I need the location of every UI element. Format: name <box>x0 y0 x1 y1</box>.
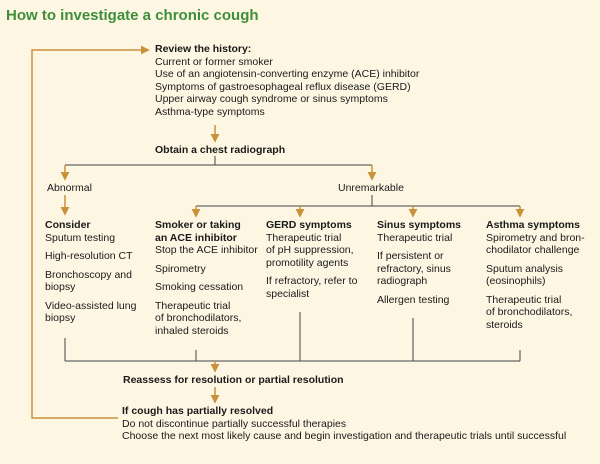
consider-item: biopsy <box>45 312 76 324</box>
consider-block <box>45 219 136 325</box>
asthma-block <box>486 219 585 331</box>
smoker-item: Stop the ACE inhibitor <box>155 244 258 256</box>
partial-item: Do not discontinue partially successful therapies <box>122 417 347 430</box>
gerd-item: Therapeutic trial <box>266 231 342 244</box>
radiograph-step: Obtain a chest radiograph <box>155 144 286 156</box>
partial-block <box>122 405 566 443</box>
partial-item: Choose the next most likely cause and begin investigation and therapeutic trials until successful <box>122 430 567 442</box>
history-block <box>155 43 419 118</box>
gerd-item: If refractory, refer to <box>266 275 358 287</box>
smoker-item: Smoking cessation <box>155 281 244 293</box>
asthma-item: steroids <box>486 318 523 331</box>
smoker-item: Therapeutic trial <box>155 299 231 312</box>
asthma-item: Therapeutic trial <box>486 293 562 306</box>
sinus-item: refractory, sinus <box>377 262 451 275</box>
asthma-item: Spirometry and bron- <box>486 231 585 244</box>
consider-item: Sputum testing <box>45 231 116 244</box>
gerd-item: of pH suppression, <box>266 244 354 256</box>
sinus-item: Therapeutic trial <box>377 231 453 244</box>
history-heading: Review the history: <box>155 43 252 55</box>
asthma-item: of bronchodilators, <box>486 306 573 318</box>
sinus-item: If persistent or <box>377 250 444 262</box>
history-item: Asthma-type symptoms <box>155 105 265 118</box>
asthma-item: Sputum analysis <box>486 262 564 275</box>
history-item: Upper airway cough syndrome or sinus symptoms <box>155 93 388 105</box>
asthma-item: (eosinophils) <box>486 275 546 287</box>
gerd-heading: GERD symptoms <box>266 219 352 231</box>
reassess-step: Reassess for resolution or partial resolution <box>123 374 344 386</box>
consider-item: High-resolution CT <box>45 250 133 262</box>
partial-heading: If cough has partially resolved <box>122 405 274 417</box>
abnormal-label: Abnormal <box>47 182 92 194</box>
smoker-heading: an ACE inhibitor <box>155 231 237 244</box>
sinus-heading: Sinus symptoms <box>377 219 462 231</box>
history-item: Use of an angiotensin-converting enzyme (ACE) inhibitor <box>155 68 420 80</box>
asthma-heading: Asthma symptoms <box>486 219 580 231</box>
asthma-item: chodilator challenge <box>486 244 580 256</box>
history-item: Symptoms of gastroesophageal reflux disease (GERD) <box>155 80 411 93</box>
consider-heading: Consider <box>45 219 91 231</box>
sinus-block <box>377 219 461 306</box>
gerd-block <box>266 219 357 300</box>
page-title: How to investigate a chronic cough <box>6 7 259 24</box>
smoker-item: Spirometry <box>155 262 206 275</box>
smoker-item: inhaled steroids <box>155 324 229 337</box>
history-item: Current or former smoker <box>155 55 273 68</box>
gerd-item: specialist <box>266 287 310 300</box>
sinus-item: radiograph <box>377 275 428 287</box>
smoker-heading: Smoker or taking <box>155 219 241 231</box>
smoker-block <box>155 219 258 337</box>
gerd-item: promotility agents <box>266 256 349 269</box>
consider-item: biopsy <box>45 281 76 293</box>
consider-item: Bronchoscopy and <box>45 268 132 281</box>
unremarkable-label: Unremarkable <box>338 182 404 194</box>
sinus-item: Allergen testing <box>377 293 450 306</box>
smoker-item: of bronchodilators, <box>155 312 242 324</box>
consider-item: Video-assisted lung <box>45 299 137 312</box>
